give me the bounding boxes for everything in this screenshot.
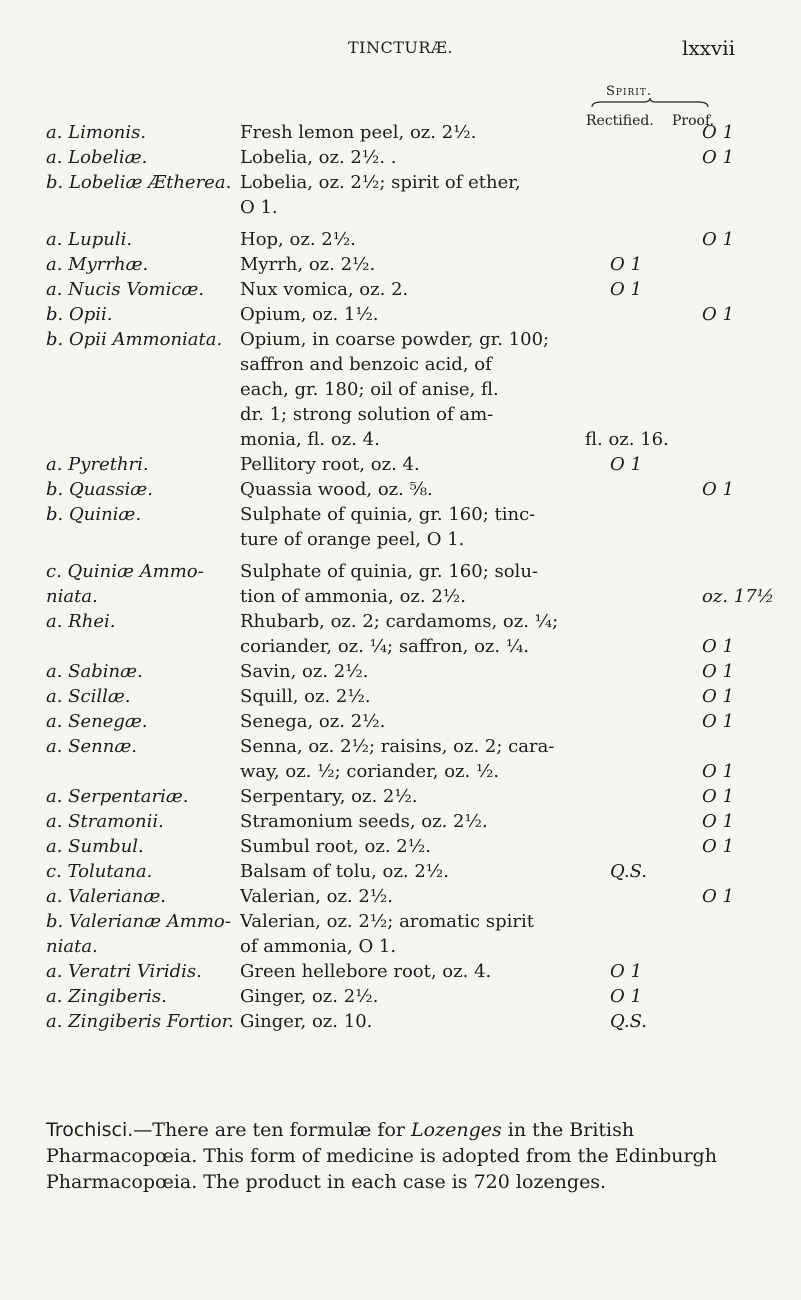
proof-spirit-amount: O 1: [702, 636, 734, 657]
tincture-ingredients: Senna, oz. 2½; raisins, oz. 2; cara-: [240, 736, 555, 757]
tincture-name: b. Opii.: [46, 304, 113, 325]
tincture-ingredients: O 1.: [240, 197, 278, 218]
tincture-name: a. Sumbul.: [46, 836, 144, 857]
tincture-name: a. Scillæ.: [46, 686, 131, 707]
lozenges-term: Lozenges: [411, 1119, 502, 1141]
tincture-row: [0, 1011, 801, 1041]
rectified-spirit-amount: O 1: [610, 254, 642, 275]
tincture-ingredients: Nux vomica, oz. 2.: [240, 279, 409, 300]
tincture-ingredients: each, gr. 180; oil of anise, fl.: [240, 379, 499, 400]
trochisci-heading: Trochisci.: [46, 1119, 134, 1141]
tincture-ingredients: Myrrh, oz. 2½.: [240, 254, 376, 275]
tincture-ingredients: tion of ammonia, oz. 2½.: [240, 586, 466, 607]
tincture-ingredients: ture of orange peel, O 1.: [240, 529, 465, 550]
tincture-ingredients: Balsam of tolu, oz. 2½.: [240, 861, 449, 882]
tincture-name: b. Valerianæ Ammo-: [46, 911, 231, 932]
proof-spirit-amount: oz. 17½: [702, 586, 775, 607]
tincture-name: a. Senegæ.: [46, 711, 148, 732]
tincture-row: [0, 197, 801, 227]
proof-heading: Proof.: [672, 113, 715, 129]
tincture-name: a. Zingiberis.: [46, 986, 167, 1007]
spirit-amount: fl. oz. 16.: [585, 429, 669, 450]
tincture-name: niata.: [46, 586, 98, 607]
proof-spirit-amount: O 1: [702, 661, 734, 682]
rectified-spirit-amount: Q.S.: [610, 1011, 647, 1032]
tincture-ingredients: Opium, oz. 1½.: [240, 304, 379, 325]
proof-spirit-amount: O 1: [702, 711, 734, 732]
tincture-name: b. Quiniæ.: [46, 504, 142, 525]
tincture-ingredients: dr. 1; strong solution of am-: [240, 404, 494, 425]
tincture-ingredients: Valerian, oz. 2½.: [240, 886, 393, 907]
rectified-spirit-amount: Q.S.: [610, 861, 647, 882]
tincture-ingredients: Rhubarb, oz. 2; cardamoms, oz. ¼;: [240, 611, 559, 632]
tincture-ingredients: Lobelia, oz. 2½. .: [240, 147, 397, 168]
proof-spirit-amount: O 1: [702, 836, 734, 857]
trochisci-text: —There are ten formulæ for Lozenges in the British Pharmacopœia. This form of medicine is adopted from the Edinburgh Pharmacopœia. The product in each case is 720 lozenges.: [46, 1119, 717, 1193]
proof-spirit-amount: O 1: [702, 686, 734, 707]
tincture-ingredients: Sulphate of quinia, gr. 160; tinc-: [240, 504, 536, 525]
tincture-name: a. Limonis.: [46, 122, 147, 143]
tincture-ingredients: Serpentary, oz. 2½.: [240, 786, 418, 807]
tincture-ingredients: Quassia wood, oz. ⅝.: [240, 479, 433, 500]
tincture-ingredients: way, oz. ½; coriander, oz. ½.: [240, 761, 500, 782]
tincture-ingredients: Valerian, oz. 2½; aromatic spirit: [240, 911, 534, 932]
proof-spirit-amount: O 1: [702, 122, 734, 143]
tincture-name: c. Quiniæ Ammo-: [46, 561, 204, 582]
proof-spirit-amount: O 1: [702, 304, 734, 325]
tincture-ingredients: Sumbul root, oz. 2½.: [240, 836, 431, 857]
tincture-name: a. Myrrhæ.: [46, 254, 149, 275]
rectified-heading: Rectified.: [586, 113, 654, 129]
tincture-ingredients: Ginger, oz. 2½.: [240, 986, 379, 1007]
tincture-name: a. Lobeliæ.: [46, 147, 148, 168]
tincture-ingredients: Fresh lemon peel, oz. 2½.: [240, 122, 477, 143]
proof-spirit-amount: O 1: [702, 147, 734, 168]
tincture-name: a. Veratri Viridis.: [46, 961, 202, 982]
tincture-ingredients: Squill, oz. 2½.: [240, 686, 371, 707]
tincture-ingredients: monia, fl. oz. 4.: [240, 429, 380, 450]
tincture-row: [0, 529, 801, 559]
tincture-ingredients: Ginger, oz. 10.: [240, 1011, 373, 1032]
tincture-name: a. Sennæ.: [46, 736, 137, 757]
tincture-name: a. Serpentariæ.: [46, 786, 189, 807]
tincture-ingredients: Stramonium seeds, oz. 2½.: [240, 811, 488, 832]
proof-spirit-amount: O 1: [702, 811, 734, 832]
rectified-spirit-amount: O 1: [610, 961, 642, 982]
tincture-ingredients: saffron and benzoic acid, of: [240, 354, 492, 375]
rectified-spirit-amount: O 1: [610, 279, 642, 300]
tincture-name: b. Lobeliæ Ætherea.: [46, 172, 232, 193]
tincture-ingredients: Sulphate of quinia, gr. 160; solu-: [240, 561, 538, 582]
tincture-name: niata.: [46, 936, 98, 957]
page-title: TINCTURÆ.: [347, 38, 454, 57]
proof-spirit-amount: O 1: [702, 886, 734, 907]
tincture-ingredients: Senega, oz. 2½.: [240, 711, 386, 732]
tincture-name: a. Nucis Vomicæ.: [46, 279, 205, 300]
tincture-ingredients: Green hellebore root, oz. 4.: [240, 961, 492, 982]
tincture-name: a. Zingiberis Fortior.: [46, 1011, 234, 1032]
brace-icon: [590, 98, 710, 108]
proof-spirit-amount: O 1: [702, 229, 734, 250]
page-number: lxxvii: [681, 36, 735, 60]
spirit-heading: Spirit.: [606, 84, 652, 99]
tincture-ingredients: coriander, oz. ¼; saffron, oz. ¼.: [240, 636, 530, 657]
rectified-spirit-amount: O 1: [610, 986, 642, 1007]
tincture-name: a. Sabinæ.: [46, 661, 143, 682]
tincture-ingredients: Pellitory root, oz. 4.: [240, 454, 420, 475]
tincture-name: a. Pyrethri.: [46, 454, 149, 475]
tincture-name: c. Tolutana.: [46, 861, 153, 882]
proof-spirit-amount: O 1: [702, 479, 734, 500]
rectified-spirit-amount: O 1: [610, 454, 642, 475]
tincture-name: a. Lupuli.: [46, 229, 133, 250]
tincture-name: a. Valerianæ.: [46, 886, 166, 907]
tincture-ingredients: Lobelia, oz. 2½; spirit of ether,: [240, 172, 521, 193]
tincture-ingredients: of ammonia, O 1.: [240, 936, 397, 957]
tincture-ingredients: Hop, oz. 2½.: [240, 229, 356, 250]
tincture-name: b. Opii Ammoniata.: [46, 329, 223, 350]
tincture-ingredients: Opium, in coarse powder, gr. 100;: [240, 329, 550, 350]
tincture-ingredients: Savin, oz. 2½.: [240, 661, 369, 682]
proof-spirit-amount: O 1: [702, 761, 734, 782]
tincture-name: a. Stramonii.: [46, 811, 164, 832]
tincture-name: a. Rhei.: [46, 611, 116, 632]
proof-spirit-amount: O 1: [702, 786, 734, 807]
trochisci-paragraph: [46, 1117, 761, 1195]
tincture-name: b. Quassiæ.: [46, 479, 153, 500]
